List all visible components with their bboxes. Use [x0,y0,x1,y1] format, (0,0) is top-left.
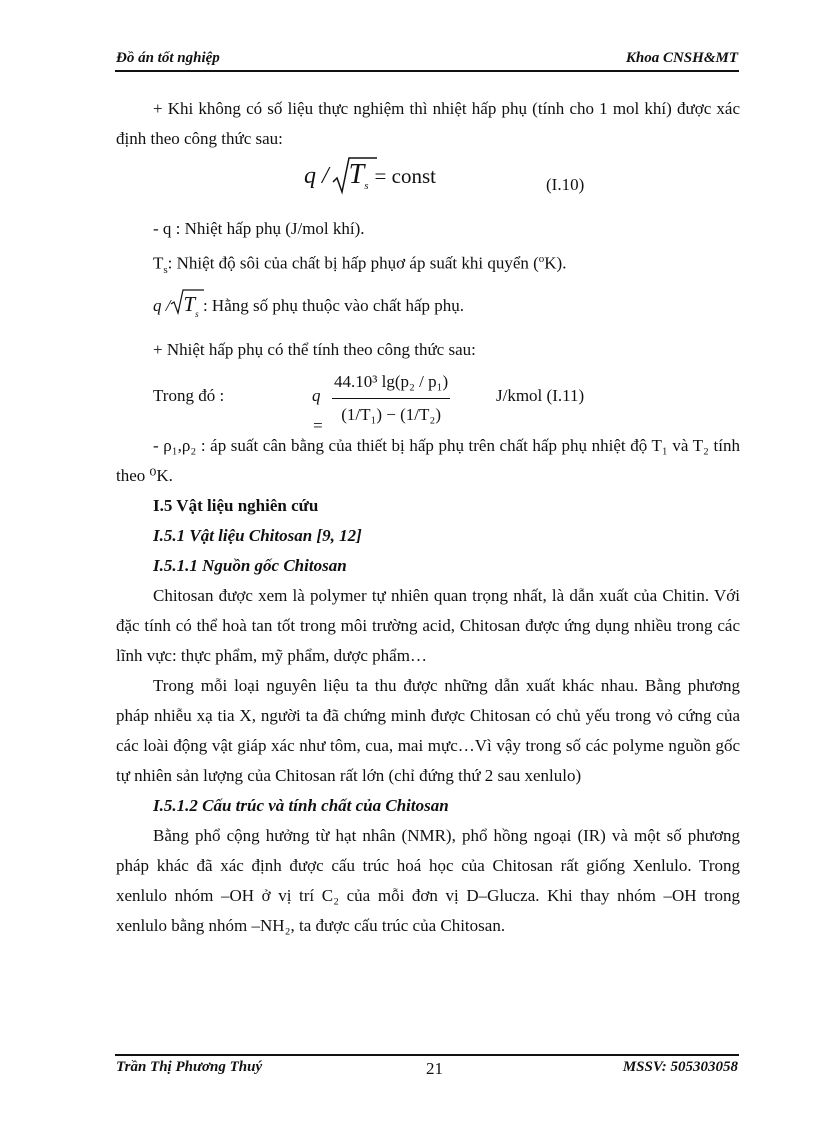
formula-I11-numerator: 44.10³ lg(p₂ / p₁) [334,372,449,392]
pressures-text: - ρ₁,ρ₂ : áp suất cân bằng của thiết bị hấp phụ trên chất hấp phụ nhiệt độ T₁ và T₂ tính theo ⁰K. [116,436,740,486]
ratio-sub: s [195,309,199,320]
formula-I11-denominator: (1/T₁) − (1/T₂) [341,405,442,425]
formula-I11-q: q = [312,386,324,436]
formula-I10-sub: s [364,180,369,192]
section-heading-materials: I.5 Vật liệu nghiên cứu [153,496,319,516]
paragraph-chitosan-structure: Bằng phổ cộng hưởng từ hạt nhân (NMR), phổ hồng ngoại (IR) và một số phương pháp khác đã xác định được cấu trúc hoá học của Chitosan rất giống Xenlulo. Trong xenlulo nhóm –OH ở vị trí C₂ của mỗi đơn vị D–Glucza. Khi thay nhóm –OH trong xenlulo bằng nhóm –NH₂, ta được cấu trúc của Chitosan. [116,826,740,936]
subsubsection-heading-origin: I.5.1.1 Nguồn gốc Chitosan [153,556,347,576]
ts-degree: o [538,253,545,265]
formula-I10-T: T [348,159,365,190]
paragraph-heat-intro: + Khi không có số liệu thực nghiệm thì nhiệt hấp phụ (tính cho 1 mol khí) được xác định theo công thức sau: [116,99,740,148]
formula-I11-unit: J/kmol (I.11) [496,386,585,406]
footer-author: Trần Thị Phương Thuý [116,1059,263,1075]
formula-I10-tag: (I.10) [546,175,585,194]
ts-end: K). [544,253,567,273]
page-number: 21 [426,1059,443,1078]
subsection-heading-chitosan: I.5.1 Vật liệu Chitosan [9, 12] [153,526,362,546]
ratio-q: q / [153,296,171,316]
header-rule [115,70,739,72]
definition-q: - q : Nhiệt hấp phụ (J/mol khí). [153,219,365,238]
formula-I10-lhs: q / [304,163,329,189]
formula-I11-fraction [332,367,450,430]
paragraph-chitosan-origin: Chitosan được xem là polymer tự nhiên quan trọng nhất, là dẫn xuất của Chitin. Với đặc tính có thể hoà tan tốt trong môi trường acid, Chitosan được ứng dụng nhiều trong các lĩnh vực: thực phẩm, mỹ phẩm, dược phẩm… [116,586,740,666]
formula-I10-expression [304,160,436,201]
sqrt-symbol-small [170,289,198,329]
formula-I10-rhs: = const [374,164,436,188]
paragraph-chitosan-sources: Trong mỗi loại nguyên liệu ta thu được những dẫn xuất khác nhau. Bằng phương pháp nhiễu xạ tia X, người ta đã chứng minh được Chitosan có chủ yếu trong vỏ cứng của các loài động vật giáp xác như tôm, cua, mai mực…Vì vậy trong số các polyme nguồn gốc tự nhiên sản lượng của Chitosan rất lớn (chỉ đứng thứ 2 sau xenlulo) [116,676,740,786]
subsubsection-heading-structure: I.5.1.2 Cấu trúc và tính chất của Chitosan [153,796,449,816]
formula-I10 [116,156,740,212]
definition-ts [116,244,740,285]
definition-ratio [116,289,740,329]
ratio-T: T [183,292,196,317]
ts-subscript: s [163,264,168,277]
header-right: Khoa CNSH&MT [625,50,738,66]
ts-symbol: T [153,253,164,273]
page-body [116,94,740,941]
header-left: Đồ án tốt nghiệp [116,50,220,66]
fraction-line [332,398,450,399]
footer-rule [115,1054,739,1056]
formula-I11-label: Trong đó : [153,386,225,406]
definition-pressures [116,431,740,491]
formula-I11 [116,367,740,436]
footer-student-id: MSSV: 505303058 [622,1059,738,1075]
ts-text: : Nhiệt độ sôi của chất bị hấp phụơ áp suất khi quyển ( [167,253,539,273]
paragraph-heat-formula: + Nhiệt hấp phụ có thể tính theo công thức sau: [153,340,476,360]
ratio-text: : Hằng số phụ thuộc vào chất hấp phụ. [202,296,465,316]
sqrt-symbol [331,160,369,201]
